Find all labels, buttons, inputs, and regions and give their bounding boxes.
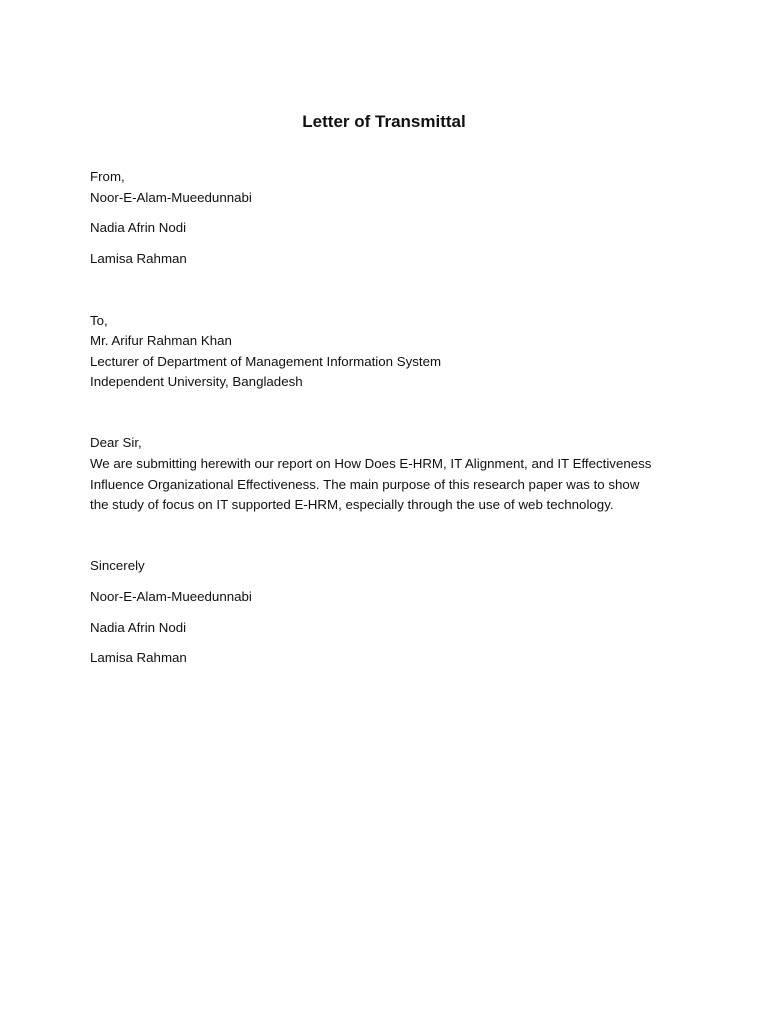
from-label: From, [90,169,125,184]
from-name-1: Noor-E-Alam-Mueedunnabi [90,190,252,205]
salutation: Dear Sir, [90,435,142,450]
from-name-2: Nadia Afrin Nodi [90,220,187,235]
recipient-position: Lecturer of Department of Management Information System [90,354,442,369]
letter-title: Letter of Transmittal [302,112,466,131]
to-label: To, [90,313,108,328]
signatory-2: Nadia Afrin Nodi [90,620,187,635]
body-line-2: Influence Organizational Effectiveness. The main purpose of this research paper was to show [90,477,640,492]
recipient-institution: Independent University, Bangladesh [90,374,303,389]
signatory-1: Noor-E-Alam-Mueedunnabi [90,589,252,604]
from-name-3: Lamisa Rahman [90,251,187,266]
signatory-3: Lamisa Rahman [90,650,187,665]
body-line-3: the study of focus on IT supported E-HRM, especially through the use of web technology. [90,497,614,512]
recipient-name: Mr. Arifur Rahman Khan [90,333,232,348]
body-line-1: We are submitting herewith our report on How Does E-HRM, IT Alignment, and IT Effectiveness [90,456,652,471]
closing: Sincerely [90,558,145,573]
